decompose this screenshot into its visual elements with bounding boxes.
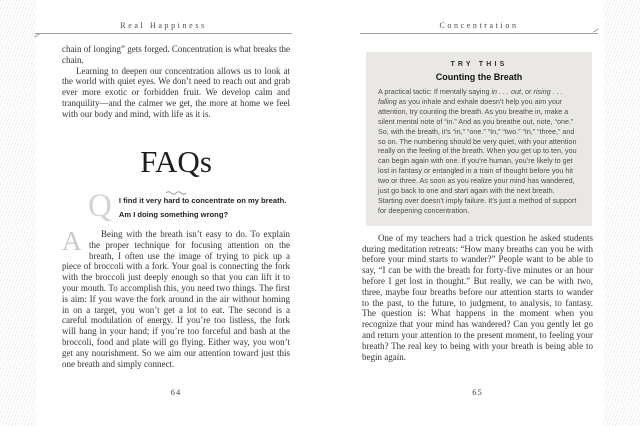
header-rule-left (35, 33, 292, 34)
page-edge-texture-right (604, 0, 640, 426)
paragraph: chain of longing” gets forged. Concentration is what breaks the chain. (62, 44, 290, 65)
left-page (36, 0, 304, 426)
question-line: I find it very hard to concentrate on my breath. (118, 196, 287, 205)
running-head-right: Concentration (439, 21, 519, 30)
answer-paragraph: Being with the breath isn’t easy to do. To explain the proper technique for focusing attention on the breath, I often use the image of trying to pick up a piece of broccoli with a fork. Your goal is connecting the fork with the broccoli just deeply enough so that you can lift it to your mouth. To accomplish this, you need two things. The first is aim: If you wave the fork around in the air without homing in on a target, you won’t get a lot to eat. The second is a careful modulation of energy. If you’re too listless, the fork will hang in your hand; if you’re too forceful and bash at the broccoli, food and plate will go flying. Either way, you won’t get any nourishment. So we aim our attention toward just this one breath and simply connect. (62, 229, 290, 369)
box-text-segment: , or (521, 87, 534, 96)
paragraph: Learning to deepen our concentration allows us to look at the world with quiet eyes. We don’t need to reach out and grab ever more exotic or forbidden fruit. We develop calm and tranquility—and the calmer we get, the more at home we feel with our body and mind, with life as it is. (62, 65, 290, 119)
rule-tick-icon (34, 33, 40, 37)
page-number-left: 64 (170, 387, 182, 397)
answer-initial: A (62, 226, 82, 256)
box-body (378, 87, 580, 216)
question-text (119, 191, 287, 221)
question-initial: Q (88, 188, 112, 224)
page-edge-texture-left (0, 0, 36, 426)
page-number-right: 65 (472, 387, 483, 397)
running-head-left: Real Happiness (120, 21, 207, 30)
box-text-italic: in . . . out (491, 87, 522, 96)
body-text-right: One of my teachers had a trick question he asked students during meditation retreats: “How many breaths can you be with before your mind starts to wander?” People want to be able to say, “I can be with the breath for forty-five minutes or an hour before I get lost in thought.” But really, we can be with two, three, maybe four breaths before our attention starts to wander to the past, to the future, to judgment, to analysis, to fantasy. The question is: What happens in the moment when you recognize that your mind has wandered? Can you gently let go and return your attention to the present moment, to feeling your breath? The real key to being with your breath is being able to begin again. (362, 232, 593, 362)
section-heading: FAQs (140, 144, 212, 179)
header-rule-right (360, 33, 598, 34)
try-this-box (366, 52, 592, 226)
body-text-left (62, 44, 290, 120)
faq-question (88, 188, 287, 224)
faq-answer (62, 226, 290, 369)
question-line: Am I doing something wrong? (118, 209, 229, 219)
box-text-italic: rising . . . falling (378, 87, 563, 106)
right-page-content (362, 52, 593, 362)
box-kicker: TRY THIS (450, 61, 508, 68)
box-title: Counting the Breath (435, 72, 523, 82)
right-page (336, 0, 604, 426)
box-text-segment: as you inhale and exhale doesn’t help you aim your attention, try counting the breath. As you breathe in, make a silent mental note of “in.” And as you breathe out, note, “one.” So, with the breath, it’s “in,” “one.” “In,” “two.” “In,” “three,” and so on. The numbering should be very quiet, with your attention really on the feeling of the breath. When you get up to ten, you can begin again with one. If you’re human, you’re likely to get lost in fantasy or entangled in a train of thought before you hit two or three. As soon as you realize your mind has wandered, just go back to one and start again with the next breath. Starting over doesn’t imply failure. It’s just a method of support for deepening concentration. (378, 96, 577, 215)
box-text-segment: A practical tactic: If mentally saying (378, 87, 492, 96)
